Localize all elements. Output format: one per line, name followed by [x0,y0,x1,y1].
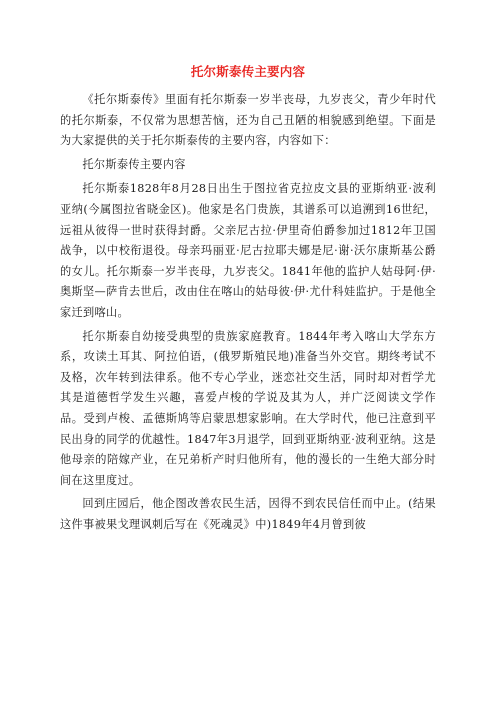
section-heading: 托尔斯泰传主要内容 [82,157,186,171]
document-page [60,63,436,538]
document-title: 托尔斯泰传主要内容 [190,64,306,79]
body-paragraph-birth: 托尔斯泰1828年8月28日出生于图拉省克拉皮文县的亚斯纳亚·波利亚纳(今属图拉省晓金区)。他家是名门贵族，其谱系可以追溯到16世纪，远祖从彼得一世时获得封爵。父亲尼古拉·伊里奇伯爵参加过1812年卫国战争，以中校衔退役。母亲玛丽亚·尼古拉耶夫娜是尼·谢·沃尔康斯基公爵的女儿。托尔斯泰一岁半丧母，九岁丧父。1841年他的监护人姑母阿·伊·奥斯坚—萨肯去世后，改由住在喀山的姑母彼·伊·尤什科娃监护。于是他全家迁到喀山。 [60,182,436,319]
body-paragraph-estate: 回到庄园后，他企图改善农民生活，因得不到农民信任而中止。(结果这件事被果戈理讽刺后写在《死魂灵》中)1849年4月曾到彼 [60,497,436,531]
body-paragraph-education: 托尔斯泰自幼接受典型的贵族家庭教育。1844年考入喀山大学东方系，攻读土耳其、阿拉伯语，(俄罗斯殖民地)准备当外交官。期终考试不及格，次年转到法律系。他不专心学业，迷恋社交生活，同时却对哲学尤其是道德哲学发生兴趣，喜爱卢梭的学说及其为人，并广泛阅读文学作品。受到卢梭、孟德斯鸠等启蒙思想家影响。在大学时代，他已注意到平民出身的同学的优越性。1847年3月退学，回到亚斯纳亚·波利亚纳。这是他母亲的陪嫁产业，在兄弟析产时归他所有，他的漫长的一生绝大部分时间在这里度过。 [60,329,436,487]
intro-paragraph: 《托尔斯泰传》里面有托尔斯泰一岁半丧母，九岁丧父，青少年时代的托尔斯泰，不仅常为思想苦恼，还为自己丑陋的相貌感到绝望。下面是为大家提供的关于托尔斯泰传的主要内容，内容如下： [60,93,436,148]
